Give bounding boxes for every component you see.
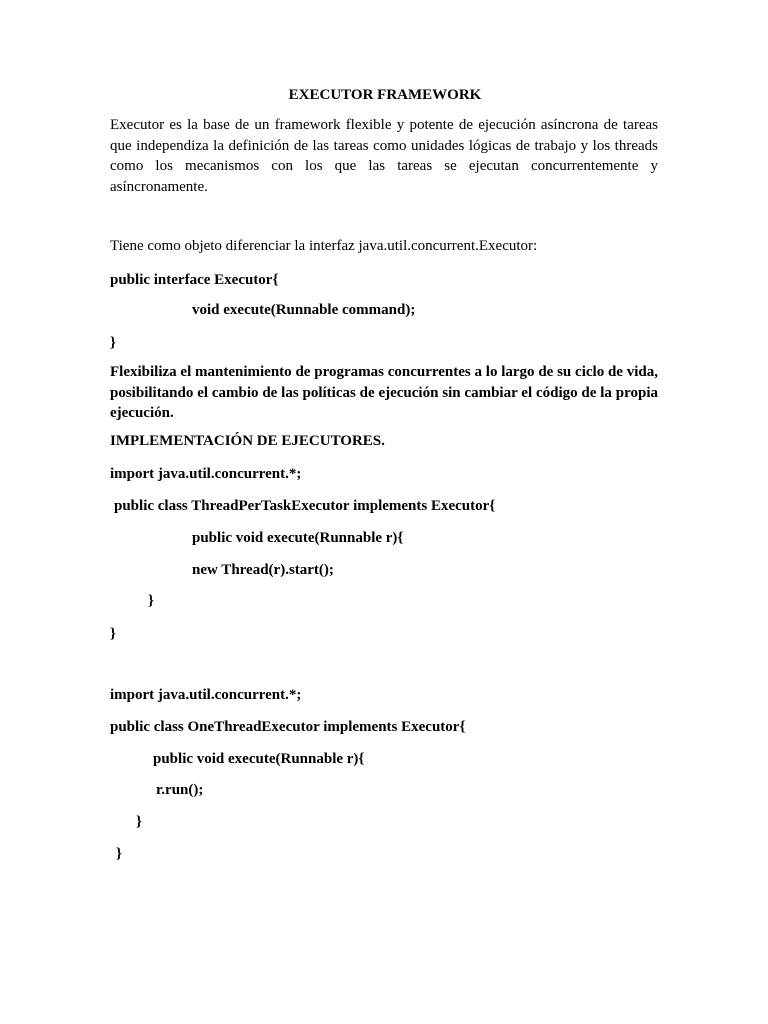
example1-method-body: new Thread(r).start(); bbox=[192, 562, 334, 578]
section-heading: IMPLEMENTACIÓN DE EJECUTORES. bbox=[110, 433, 385, 449]
example2-import: import java.util.concurrent.*; bbox=[110, 687, 302, 703]
objective-line: Tiene como objeto diferenciar la interfaz java.util.concurrent.Executor: bbox=[110, 238, 538, 254]
intro-paragraph: Executor es la base de un framework flexible y potente de ejecución asíncrona de tareas que independiza la definición de las tareas como unidades lógicas de trabajo y los threads como los mecanismos con los que las tareas se ejecutan concurrentemente y asíncronamente. bbox=[110, 117, 658, 195]
example1-method-declaration: public void execute(Runnable r){ bbox=[192, 530, 404, 546]
example2-class-declaration: public class OneThreadExecutor implements Executor{ bbox=[110, 719, 466, 735]
interface-method: void execute(Runnable command); bbox=[192, 302, 416, 318]
interface-declaration: public interface Executor{ bbox=[110, 272, 279, 288]
example2-class-close: } bbox=[116, 846, 122, 862]
flexibility-paragraph: Flexibiliza el mantenimiento de programas concurrentes a lo largo de su ciclo de vida, posibilitando el cambio de las políticas de ejecución sin cambiar el código de la propia ejecución. bbox=[110, 364, 658, 421]
example2-method-declaration: public void execute(Runnable r){ bbox=[153, 751, 365, 767]
example1-method-close: } bbox=[148, 593, 154, 609]
example2-method-body: r.run(); bbox=[156, 782, 204, 798]
example1-class-close: } bbox=[110, 626, 116, 642]
interface-close-brace: } bbox=[110, 335, 116, 351]
example1-class-declaration: public class ThreadPerTaskExecutor implements Executor{ bbox=[114, 498, 496, 514]
page-title: EXECUTOR FRAMEWORK bbox=[288, 87, 482, 103]
example1-import: import java.util.concurrent.*; bbox=[110, 466, 302, 482]
example2-method-close: } bbox=[136, 814, 142, 830]
